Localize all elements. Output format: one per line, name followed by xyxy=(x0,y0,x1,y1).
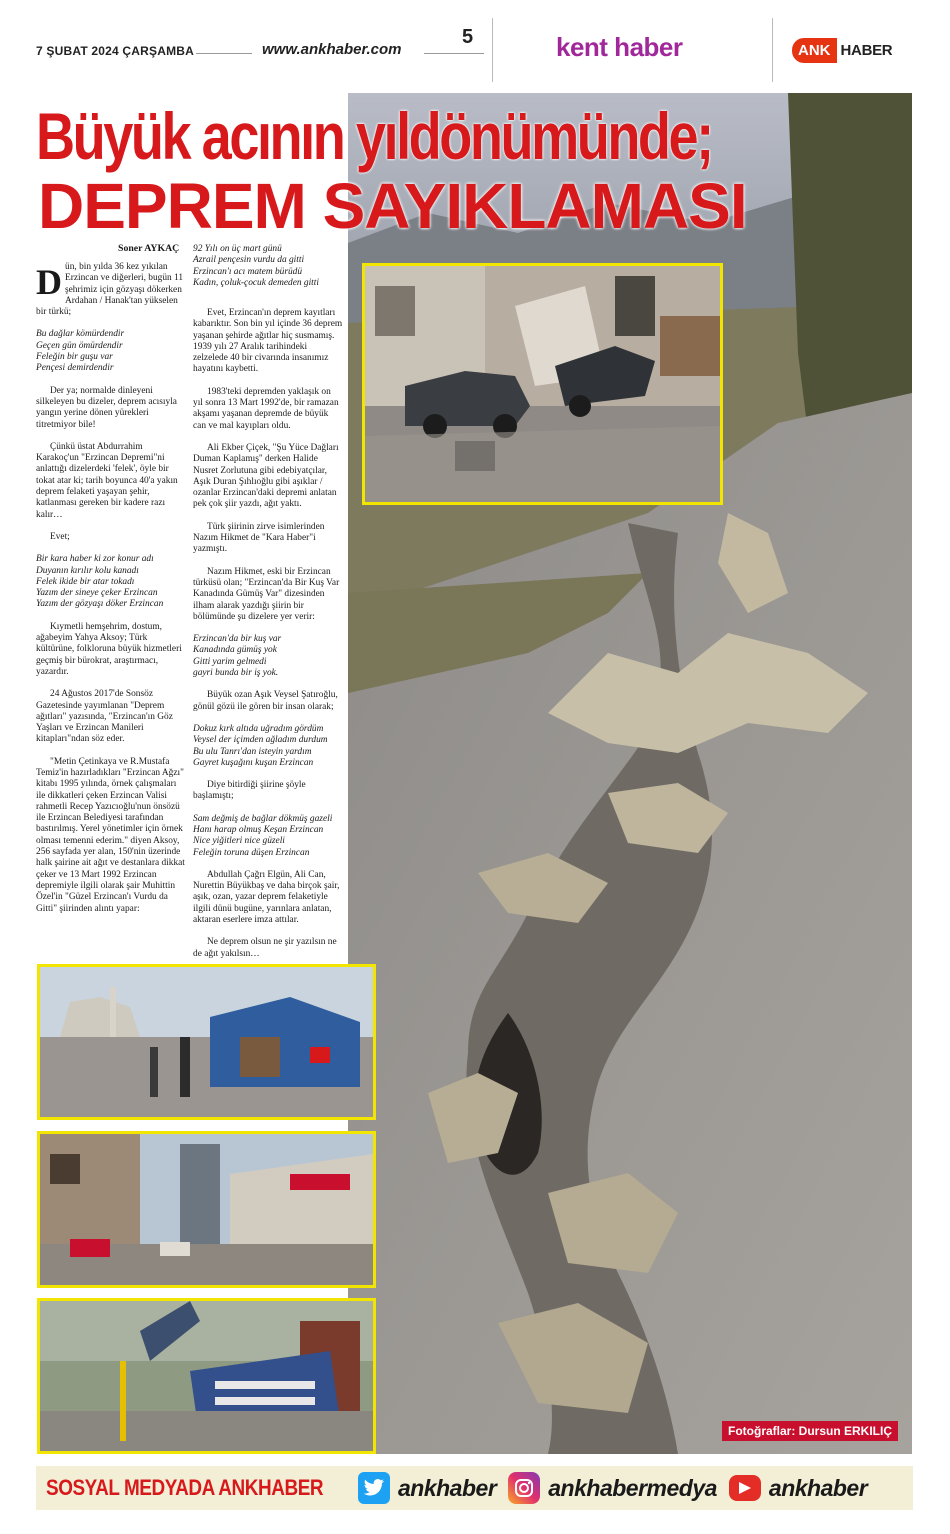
headline-line-1: Büyük acının yıldönümünde; xyxy=(36,99,712,173)
paragraph: 24 Ağustos 2017'de Sonsöz Gazetesinde yayımlanan "Deprem ağıtları" yazısında, "Erzincan'ın Göz Yaşları ve Erzincan Manileri kitapları"ndan söz eder. xyxy=(36,689,173,745)
section-title: kent haber xyxy=(556,32,683,62)
damaged-street-illustration xyxy=(40,1134,373,1285)
social-media-footer xyxy=(36,1466,913,1510)
article-column-1 xyxy=(36,262,186,926)
divider xyxy=(424,53,484,54)
paragraph: Çünkü üstat Abdurrahim Karakoç'un "Erzincan Depremi"ni anlattığı dizelerdeki 'felek', öyle bir tokat atar ki; tarih boyunca 40'a yakın deprem felaketi yaşayan şehir, katlanması gereken bir kadere razı kalır… xyxy=(36,441,178,520)
divider xyxy=(196,53,252,54)
issue-date: 7 ŞUBAT 2024 ÇARŞAMBA xyxy=(36,44,195,58)
drop-cap: D xyxy=(36,262,62,302)
page-number: 5 xyxy=(462,26,474,48)
verse: Erzincan'da bir kuş var Kanadında gümüş yok Gitti yarim gelmedi gayri bunda bir iş yok. xyxy=(193,634,282,679)
logo-ank: ANK xyxy=(792,38,837,63)
paragraph: Abdullah Çağrı Elgün, Ali Can, Nurettin Büyükbaş ve daha birçok şair, aşık, ozan, yazar deprem felaketiyle ilgili dünü bugüne, yarınlara anlatan, aktaran eserlere imza attılar. xyxy=(193,869,340,926)
damaged-cars-illustration xyxy=(365,266,720,502)
paragraph: Büyük ozan Aşık Veysel Şatıroğlu, gönül gözü ile gören bir insan olarak; xyxy=(193,690,338,712)
masthead xyxy=(0,0,950,90)
instagram-handle[interactable] xyxy=(508,1472,717,1504)
paragraph: Dün, bin yılda 36 kez yıkılan Erzincan ve diğerleri, bugün 11 şehrimiz için gözyaşı dökerken Ardahan / Hanak'tan yükselen bir türkü; xyxy=(36,262,184,318)
paragraph: Der ya; normalde dinleyeni silkeleyen bu dizeler, deprem acısıyla yangın yerine dönen yürekleri titretmiyor bile! xyxy=(36,385,177,430)
street-tents-illustration xyxy=(40,967,373,1117)
photo-fallen-sign xyxy=(37,1298,376,1454)
photo-street-tents xyxy=(37,964,376,1120)
paragraph: Ne deprem olsun ne şir yazılsın ne de ağıt yakılsın… xyxy=(193,937,337,959)
verse: Dokuz kırk altıda uğradım gördüm Veysel der içimden ağladım durdum Bu ulu Tanrı'dan isteyin yardım Gayret kuşağını kuşan Erzincan xyxy=(193,723,328,768)
verse: Bir kara haber ki zor konur adı Duyanın kırılır kolu kanadı Felek ikide bir atar tokadı Yazım der sineye çeker Erzincan Yazım der gözyaşı döker Erzincan xyxy=(36,554,164,610)
photo-credit: Fotoğraflar: Dursun ERKILIÇ xyxy=(722,1421,898,1441)
instagram-icon xyxy=(508,1472,540,1504)
paragraph: Evet, Erzincan'ın deprem kayıtları kabarıktır. Son bin yıl içinde 36 deprem yaşanan şehirde ağıtlar hiç susmamış. 1939 yılı 27 Aralık tarihindeki zelzelede 40 bir civarında insanımız hayatını kaybetti. xyxy=(193,308,343,375)
paragraph: "Metin Çetinkaya ve R.Mustafa Temiz'in hazırladıkları "Erzincan Ağzı" kitabı 1995 yılında, örnek çalışmaları ile dikkatleri çeken Erzincan Valisi rahmetli Recep Yazıcıoğlu'nun önsözü ile Erzincan Belediyesi tarafından bastırılmış. Yerel yönetimler için örnek olması temenni ederim." diyen Aksoy, 256 sayfada yer alan, 150'nin üzerinde halk şairine ait ağıt ve destanlara dikkat çeker ve 13 Mart 1992 Erzincan depremiyle ilgili olarak şair Muhittin Özel'in "Güzel Erzincan'ı Vurdu da Gitti" şiirinden alıntı yapar: xyxy=(36,756,185,914)
website-link[interactable]: www.ankhaber.com xyxy=(262,41,402,58)
youtube-handle[interactable] xyxy=(729,1475,867,1502)
logo-haber: HABER xyxy=(840,41,893,59)
divider xyxy=(492,18,493,82)
paragraph: Nazım Hikmet, eski bir Erzincan türküsü olan; "Erzincan'da Bir Kuş Var Kanadında Gümüş Var" dizesinden ilham alarak yazdığı şiirin bir bölümünde şu dizelere yer verir: xyxy=(193,566,340,622)
headline-line-2: DEPREM SAYIKLAMASI xyxy=(38,170,747,242)
social-media-label: SOSYAL MEDYADA ANKHABER xyxy=(46,1475,324,1500)
paragraph: Evet; xyxy=(50,531,70,542)
youtube-username: ankhaber xyxy=(768,1474,868,1501)
verse: Sam değmiş de bağlar dökmüş gazeli Hanı harap olmuş Keşan Erzincan Nice yiğitleri nice güzeli Feleğin toruna düşen Erzincan xyxy=(193,813,333,858)
divider xyxy=(772,18,773,82)
photo-damaged-street xyxy=(37,1131,376,1288)
paragraph: Ali Ekber Çiçek, "Şu Yüce Dağları Duman Kaplamış" derken Halide Nusret Zorlutuna gibi edebiyatçılar, Aşık Duran Şıhlıoğlu gibi aşıklar / ozanlar Erzincan'daki depremi anlatan pek çok şiir yazdı, ağıt yaktı. xyxy=(193,442,339,510)
verse: Bu dağlar kömürdendir Geçen gün ömürdendir Feleğin bir guşu var Pençesi demirdendir xyxy=(36,329,125,374)
twitter-handle[interactable] xyxy=(358,1472,496,1504)
paragraph: 1983'teki depremden yaklaşık on yıl sonra 13 Mart 1992'de, bir ramazan akşamı yaşanan depremde de büyük can ve mal kayıpları oldu. xyxy=(193,386,339,431)
ankhaber-logo xyxy=(792,36,896,64)
byline: Soner AYKAÇ xyxy=(118,243,180,254)
paragraph: Diye bitirdiği şiirine şöyle başlamıştı; xyxy=(193,780,306,802)
twitter-icon xyxy=(358,1472,390,1504)
youtube-icon xyxy=(729,1475,761,1501)
paragraph: Kıymetli hemşehrim, dostum, ağabeyim Yahya Aksoy; Türk kültürüne, folkloruna büyük hizmetleri geçmiş bir bürokrat, araştırmacı, yazardır. xyxy=(36,621,182,677)
twitter-username: ankhaber xyxy=(398,1474,497,1501)
fallen-sign-illustration xyxy=(40,1301,373,1451)
verse: 92 Yılı on üç mart günü Azrail pençesin vurdu da gitti Erzincan'ı acı matem bürüdü Kadın, çoluk-çocuk demeden gitti xyxy=(193,244,319,288)
article-column-2-verse xyxy=(193,244,343,300)
paragraph: Türk şiirinin zirve isimlerinden Nazım Hikmet de "Kara Haber"i yazmıştı. xyxy=(193,521,325,555)
instagram-username: ankhabermedya xyxy=(548,1474,717,1501)
article-column-3-content xyxy=(193,308,343,971)
inset-photo-damaged-cars xyxy=(362,263,723,505)
